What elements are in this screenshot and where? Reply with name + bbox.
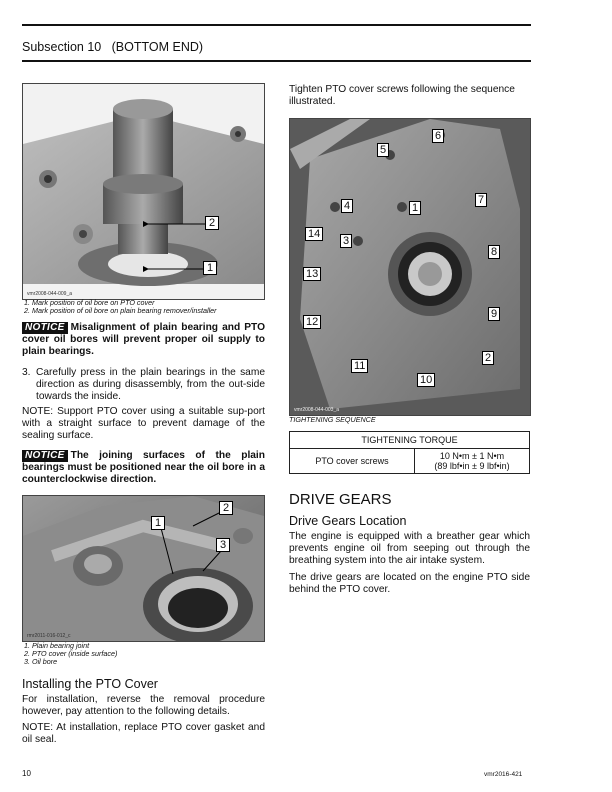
drive-gears-para-1: The engine is equipped with a breather gear which prevents engine oil from seeping out through the breathing system into the air intake system.: [289, 531, 530, 567]
figure2-caption-1: 1. Plain bearing joint: [24, 641, 90, 650]
notice-2-text: The joining surfaces of the plain bearings must be positioned near the oil bore in a counterclockwise direction.: [22, 450, 265, 486]
top-rule: [22, 24, 531, 26]
header-rule: [22, 60, 531, 62]
figure3-callout-10: 10: [417, 373, 435, 387]
figure2-callout-2: 2: [219, 501, 233, 515]
step-3-text: Carefully press in the plain bearings in the same direction as during disassembly, from the out-side towards the inside.: [36, 367, 265, 403]
note-1-text: Support PTO cover using a suitable sup-port with a straight surface to prevent damage of the sealing surface.: [22, 406, 265, 442]
figure3-callout-5: 5: [377, 143, 389, 157]
figure1-caption-2: 2. Mark position of oil bore on plain bearing remover/installer: [24, 306, 217, 315]
note-1: [22, 406, 265, 443]
note-2: [22, 722, 265, 746]
torque-table-header: TIGHTENING TORQUE: [290, 432, 530, 449]
figure3-callout-8: 8: [488, 245, 500, 259]
figure3-callout-13: 13: [303, 267, 321, 281]
document-code: vmr2016-421: [484, 771, 523, 778]
note-2-text: At installation, replace PTO cover gasket and oil seal.: [22, 722, 265, 746]
notice-2: [22, 450, 265, 487]
note-2-label: NOTE:: [22, 722, 54, 733]
figure2-code: rmr2011-016-012_c: [27, 633, 71, 639]
torque-table: [289, 431, 530, 474]
step-3-number: 3.: [22, 367, 31, 378]
figure2-callout-1: 1: [151, 516, 165, 530]
figure3-caption: TIGHTENING SEQUENCE: [289, 415, 376, 424]
note-1-label: NOTE:: [22, 406, 54, 417]
figure3-callout-6: 6: [432, 129, 444, 143]
figure3-callout-12: 12: [303, 315, 321, 329]
notice-1: [22, 322, 265, 359]
page-number: 10: [22, 769, 31, 778]
figure3-callout-7: 7: [475, 193, 487, 207]
figure3-callout-2: 2: [482, 351, 494, 365]
installing-pto-cover-heading: Installing the PTO Cover: [22, 677, 158, 691]
figure-plain-bearing-joint: [22, 495, 265, 642]
figure3-callout-9: 9: [488, 307, 500, 321]
figure-tightening-sequence: [289, 118, 531, 416]
notice-1-text: Misalignment of plain bearing and PTO cover oil bores will prevent proper oil supply to plain bearings.: [22, 322, 265, 358]
figure1-callout-1: 1: [203, 261, 217, 275]
installing-text: For installation, reverse the removal procedure however, pay attention to the following details.: [22, 694, 265, 718]
torque-table-label: PTO cover screws: [290, 449, 415, 474]
page-header: Subsection 10 (BOTTOM END): [22, 40, 204, 54]
figure1-code: vmr2008-044-009_a: [27, 291, 73, 297]
figure3-callout-11: 11: [351, 359, 368, 373]
step-3: [22, 367, 265, 404]
figure2-caption-2: 2. PTO cover (inside surface): [24, 649, 118, 658]
figure3-callout-1: 1: [409, 201, 421, 215]
figure3-callout-4: 4: [341, 199, 353, 213]
figure1-callout-2: 2: [205, 216, 219, 230]
notice-2-label: NOTICE: [22, 450, 68, 462]
notice-1-label: NOTICE: [22, 322, 68, 334]
drive-gears-para-2: The drive gears are located on the engine PTO side behind the PTO cover.: [289, 572, 530, 596]
figure3-callout-14: 14: [305, 227, 323, 241]
drive-gears-location-heading: Drive Gears Location: [289, 514, 407, 528]
figure2-callout-3: 3: [216, 538, 230, 552]
figure3-code: vmr2008-044-003_a: [294, 407, 340, 413]
drive-gears-heading: DRIVE GEARS: [289, 491, 392, 508]
figure3-callout-3: 3: [340, 234, 352, 248]
figure-pto-oil-bore: [22, 83, 265, 300]
figure1-caption-1: 1. Mark position of oil bore on PTO cover: [24, 298, 155, 307]
figure2-caption-3: 3. Oil bore: [24, 657, 58, 666]
intro-text: Tighten PTO cover screws following the sequence illustrated.: [289, 84, 515, 108]
torque-table-value: [415, 449, 530, 474]
torque-value-metric: 10 N•m ± 1 N•m: [439, 451, 505, 461]
torque-value-imperial: (89 lbf•in ± 9 lbf•in): [434, 461, 510, 471]
